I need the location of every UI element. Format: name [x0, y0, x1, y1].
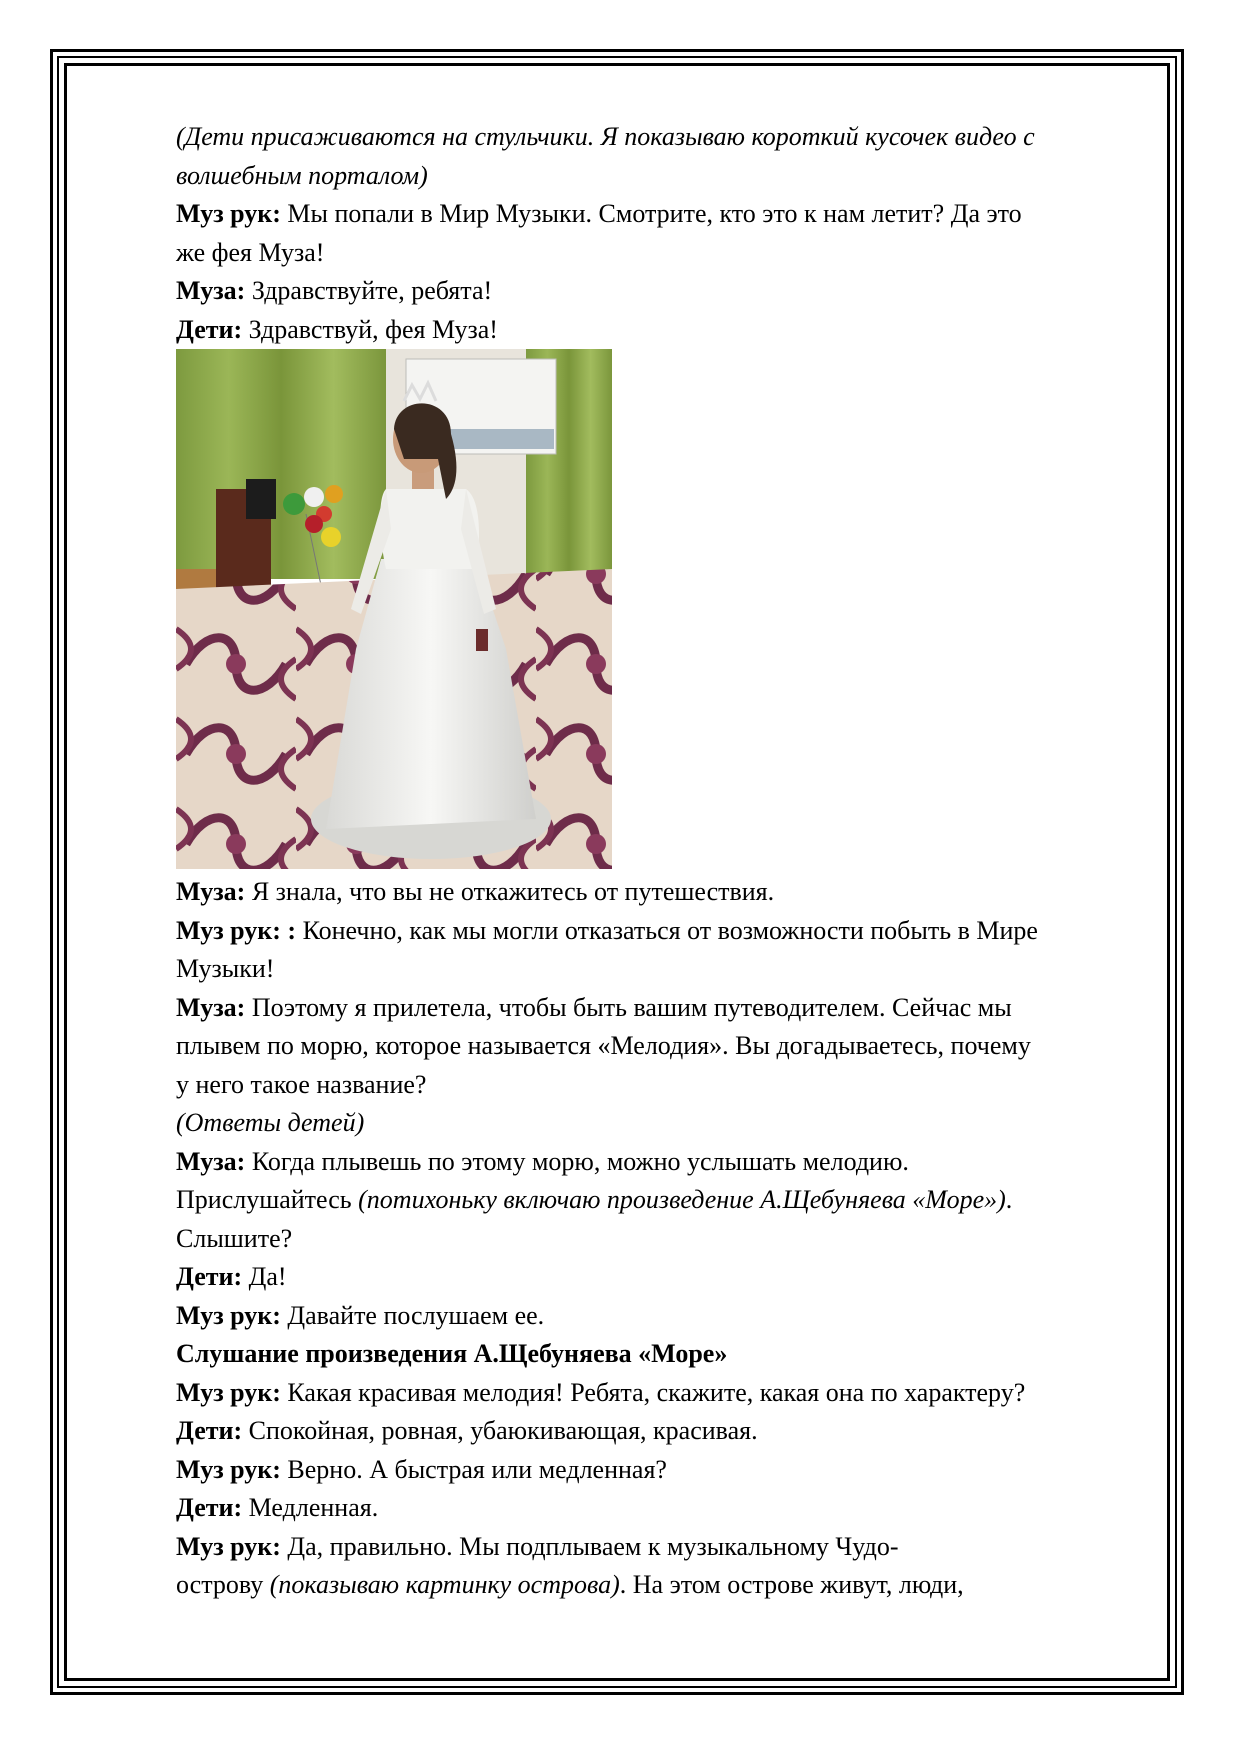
dialogue-line: Муза: Здравствуйте, ребята! — [176, 276, 493, 305]
section-heading: Слушание произведения А.Щебуняева «Море» — [176, 1339, 728, 1368]
dialogue-line-cont: плывем по морю, которое называется «Мелодия». Вы догадываетесь, почему — [176, 1031, 1031, 1060]
dialogue-line: Муз рук: Верно. А быстрая или медленная? — [176, 1454, 667, 1484]
dialogue-line: Муз рук: Давайте послушаем ее. — [176, 1300, 545, 1330]
dialogue-line: Дети: Здравствуй, фея Муза! — [176, 314, 498, 344]
stage-direction: (Ответы детей) — [176, 1108, 365, 1137]
dialogue-line: Дети: Спокойная, ровная, убаюкивающая, красивая. — [176, 1416, 758, 1445]
dialogue-line-cont: Музыки! — [176, 954, 275, 983]
dialogue-line-cont: у него такое название? — [176, 1069, 427, 1099]
stage-direction-cont: волшебным порталом) — [176, 160, 428, 190]
dialogue-line: Дети: Да! — [176, 1262, 287, 1291]
dialogue-line: Муз рук: : Конечно, как мы могли отказаться от возможности побыть в Мире — [176, 915, 1038, 945]
dialogue-line: Муза: Поэтому я прилетела, чтобы быть вашим путеводителем. Сейчас мы — [176, 992, 1012, 1022]
speaker: Муз рук: — [176, 199, 281, 228]
dialogue-line: Муз рук: Какая красивая мелодия! Ребята, скажите, какая она по характеру? — [176, 1377, 1026, 1407]
dialogue-line-cont: Слышите? — [176, 1223, 293, 1253]
dialogue-line: Дети: Медленная. — [176, 1493, 379, 1522]
stage-direction: (Дети присаживаются на стульчики. Я показываю короткий кусочек видео с — [176, 122, 1035, 151]
dialogue-line: Муз рук: Да, правильно. Мы подплываем к музыкальному Чудо- — [176, 1531, 899, 1561]
dialogue-line: Муз рук: Мы попали в Мир Музыки. Смотрите, кто это к нам летит? Да это — [176, 199, 1022, 228]
dialogue-line: Муза: Когда плывешь по этому морю, можно услышать мелодию. — [176, 1146, 909, 1176]
dialogue-line-cont: же фея Муза! — [176, 237, 325, 267]
photo-fairy-muse — [176, 349, 612, 869]
dialogue-line-cont: Прислушайтесь (потихоньку включаю произведение А.Щебуняева «Море»). — [176, 1185, 1013, 1214]
dialogue-line-cont: острову (показываю картинку острова). На этом острове живут, люди, — [176, 1570, 964, 1599]
dialogue-line: Муза: Я знала, что вы не откажитесь от путешествия. — [176, 877, 775, 906]
document-body — [176, 118, 1156, 1605]
